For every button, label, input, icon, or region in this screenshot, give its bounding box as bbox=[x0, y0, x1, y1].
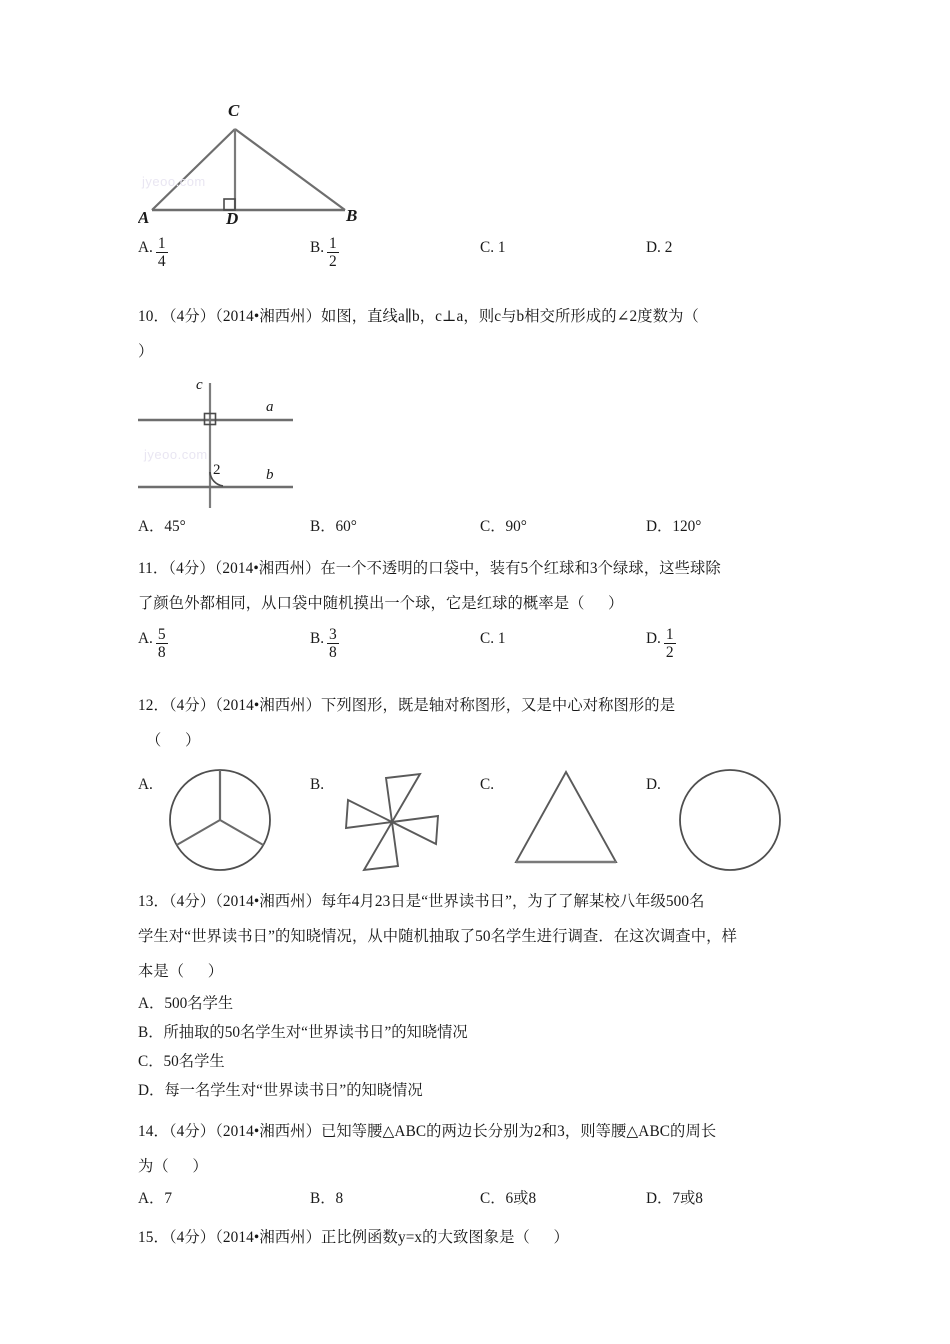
q9-option-d-value: 2 bbox=[664, 239, 673, 256]
q11-option-c[interactable] bbox=[480, 624, 506, 654]
q13-stem-line-2: 学生对“世界读书日”的知晓情况，从中随机抽取了50名学生进行调查．在这次调查中，样 bbox=[138, 928, 737, 945]
q11-option-a[interactable] bbox=[138, 624, 168, 659]
fraction-denominator: 8 bbox=[329, 644, 337, 661]
q13-option-a[interactable]: A．500名学生 bbox=[138, 995, 234, 1012]
page-content bbox=[138, 96, 838, 1255]
q12-option-a-label[interactable]: A. bbox=[138, 776, 153, 793]
q14-option-c[interactable]: C．6或8 bbox=[480, 1190, 537, 1207]
q11-option-b-fraction bbox=[327, 627, 339, 661]
pinwheel-four-blades-icon bbox=[340, 770, 444, 874]
q11-option-c-value: 1 bbox=[497, 630, 506, 647]
q9-option-d-label: D. bbox=[646, 239, 661, 256]
circle-with-three-spokes-icon bbox=[166, 766, 274, 874]
svg-text:b: b bbox=[266, 467, 274, 483]
q10-option-b[interactable]: B．60° bbox=[310, 518, 357, 535]
q13-stem-line-3: 本是（ ） bbox=[138, 963, 224, 980]
q9-option-a-label: A. bbox=[138, 239, 153, 256]
svg-text:B: B bbox=[346, 206, 358, 224]
q11-option-d-fraction bbox=[664, 627, 676, 661]
q13-option-d[interactable]: D．每一名学生对“世界读书日”的知晓情况 bbox=[138, 1082, 423, 1099]
q15-stem-line-1: 15．（4分）（2014•湘西州）正比例函数y=x的大致图象是（ ） bbox=[138, 1229, 569, 1246]
q12-option-d-shape[interactable] bbox=[676, 766, 784, 879]
fraction-numerator: 3 bbox=[329, 625, 337, 643]
q11-option-c-label: C. bbox=[480, 630, 495, 647]
q12-option-b-label[interactable]: B. bbox=[310, 776, 325, 793]
q12-shapes-row bbox=[138, 766, 838, 878]
q9-option-d[interactable] bbox=[646, 233, 672, 263]
q12-stem-line-1: 12．（4分）（2014•湘西州）下列图形，既是轴对称图形，又是中心对称图形的是 bbox=[138, 697, 676, 714]
q12-option-a-shape[interactable] bbox=[166, 766, 274, 879]
fraction-numerator: 1 bbox=[157, 234, 166, 252]
q10-stem-line-2: ） bbox=[138, 343, 154, 360]
svg-text:C: C bbox=[228, 101, 240, 120]
q9-option-a-fraction bbox=[156, 236, 168, 270]
svg-text:a: a bbox=[266, 399, 274, 415]
q9-option-c-value: 1 bbox=[497, 239, 506, 256]
fraction-numerator: 1 bbox=[665, 625, 674, 643]
q11-option-d[interactable] bbox=[646, 624, 676, 659]
q9-option-b-label: B. bbox=[310, 239, 325, 256]
fraction-denominator: 4 bbox=[157, 253, 166, 270]
svg-text:D: D bbox=[226, 209, 239, 224]
q9-option-a[interactable] bbox=[138, 233, 168, 268]
q14-option-d[interactable]: D．7或8 bbox=[646, 1190, 703, 1207]
triangle-icon bbox=[510, 768, 622, 872]
q10-option-d[interactable]: D．120° bbox=[646, 518, 702, 535]
fraction-numerator: 5 bbox=[157, 625, 166, 643]
q9-option-b[interactable] bbox=[310, 233, 339, 268]
q10-options-row bbox=[138, 512, 838, 542]
fraction-numerator: 1 bbox=[329, 234, 337, 252]
q9-option-c[interactable] bbox=[480, 233, 506, 263]
q13-option-c[interactable]: C．50名学生 bbox=[138, 1053, 225, 1070]
fraction-denominator: 2 bbox=[329, 253, 337, 270]
q13-stem-line-1: 13．（4分）（2014•湘西州）每年4月23日是“世界读书日”，为了了解某校八年级500名 bbox=[138, 893, 705, 910]
q14-option-b[interactable]: B．8 bbox=[310, 1190, 344, 1207]
q9-options-row bbox=[138, 233, 838, 285]
svg-text:c: c bbox=[196, 377, 203, 393]
q9-triangle-figure bbox=[138, 96, 838, 224]
q11-option-a-fraction bbox=[156, 627, 168, 661]
q9-option-b-fraction bbox=[327, 236, 339, 270]
watermark-text: jyeoo.com bbox=[144, 447, 208, 462]
q12-stem-line-2: （ ） bbox=[146, 732, 201, 749]
q11-option-b-label: B. bbox=[310, 630, 325, 647]
q10-parallel-lines-figure bbox=[138, 375, 838, 510]
q9-option-c-label: C. bbox=[480, 239, 495, 256]
q14-stem-line-1: 14．（4分）（2014•湘西州）已知等腰△ABC的两边长分别为2和3，则等腰△ABC的周长 bbox=[138, 1123, 717, 1140]
svg-text:A: A bbox=[138, 208, 150, 224]
triangle-abc-svg bbox=[138, 96, 368, 224]
q14-options-row bbox=[138, 1184, 838, 1214]
q11-option-a-label: A. bbox=[138, 630, 153, 647]
q14-stem-line-2: 为（ ） bbox=[138, 1158, 208, 1175]
svg-text:2: 2 bbox=[213, 462, 221, 478]
watermark-text: jyeoo.com bbox=[142, 174, 206, 189]
q10-option-c[interactable]: C．90° bbox=[480, 518, 527, 535]
q12-option-d-label[interactable]: D. bbox=[646, 776, 661, 793]
q11-stem-line-2: 了颜色外都相同，从口袋中随机摸出一个球，它是红球的概率是（ ） bbox=[138, 595, 624, 612]
q10-stem-line-1: 10．（4分）（2014•湘西州）如图，直线a∥b，c⊥a，则c与b相交所形成的∠2度数为（ bbox=[138, 308, 699, 325]
circle-icon bbox=[676, 766, 784, 874]
q11-option-d-label: D. bbox=[646, 630, 661, 647]
q13-option-b[interactable]: B．所抽取的50名学生对“世界读书日”的知晓情况 bbox=[138, 1024, 468, 1041]
q11-stem-line-1: 11．（4分）（2014•湘西州）在一个不透明的口袋中，装有5个红球和3个绿球，这些球除 bbox=[138, 560, 721, 577]
parallel-lines-svg bbox=[138, 375, 348, 510]
q14-option-a[interactable]: A．7 bbox=[138, 1190, 172, 1207]
fraction-denominator: 8 bbox=[157, 644, 166, 661]
q11-options-row bbox=[138, 624, 838, 676]
q12-option-b-shape[interactable] bbox=[340, 770, 444, 879]
q10-option-a[interactable]: A．45° bbox=[138, 518, 186, 535]
q12-option-c-shape[interactable] bbox=[510, 768, 622, 877]
q12-option-c-label[interactable]: C. bbox=[480, 776, 495, 793]
fraction-denominator: 2 bbox=[665, 644, 674, 661]
q11-option-b[interactable] bbox=[310, 624, 339, 659]
